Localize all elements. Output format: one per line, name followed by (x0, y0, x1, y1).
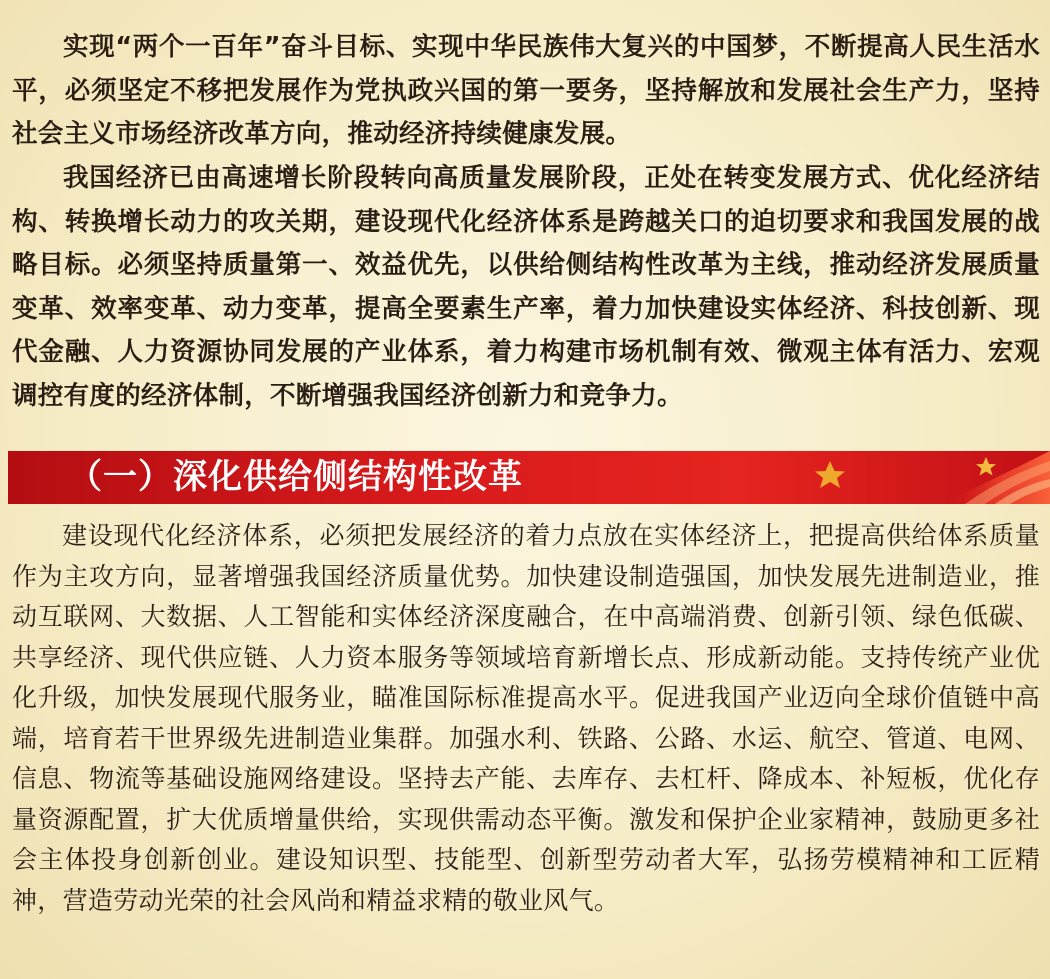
star-flag-icon (790, 451, 1050, 504)
paragraph-intro: 实现“两个一百年”奋斗目标、实现中华民族伟大复兴的中国梦，不断提高人民生活水平，必须坚定不移把发展作为党执政兴国的第一要务，坚持解放和发展社会生产力，坚持社会主义市场经济改革方向，推动经济持续健康发展。 (12, 32, 1040, 149)
paragraph-economy: 我国经济已由高速增长阶段转向高质量发展阶段，正处在转变发展方式、优化经济结构、转换增长动力的攻关期，建设现代化经济体系是跨越关口的迫切要求和我国发展的战略目标。必须坚持质量第一、效益优先，以供给侧结构性改革为主线，推动经济发展质量变革、效率变革、动力变革，提高全要素生产率，着力加快建设实体经济、科技创新、现代金融、人力资源协同发展的产业体系，着力构建市场机制有效、微观主体有活力、宏观调控有度的经济体制，不断增强我国经济创新力和竞争力。 (12, 163, 1040, 411)
section-heading-banner (8, 451, 1050, 504)
paragraph-supply-side-reform: 建设现代化经济体系，必须把发展经济的着力点放在实体经济上，把提高供给体系质量作为主攻方向，显著增强我国经济质量优势。加快建设制造强国，加快发展先进制造业，推动互联网、大数据、人工智能和实体经济深度融合，在中高端消费、创新引领、绿色低碳、共享经济、现代供应链、人力资本服务等领域培育新增长点、形成新动能。支持传统产业优化升级，加快发展现代服务业，瞄准国际标准提高水平。促进我国产业迈向全球价值链中高端，培育若干世界级先进制造业集群。加强水利、铁路、公路、水运、航空、管道、电网、信息、物流等基础设施网络建设。坚持去产能、去库存、去杠杆、降成本、补短板，优化存量资源配置，扩大优质增量供给，实现供需动态平衡。激发和保护企业家精神，鼓励更多社会主体投身创新创业。建设知识型、技能型、创新型劳动者大军，弘扬劳模精神和工匠精神，营造劳动光荣的社会风尚和精益求精的敬业风气。 (12, 521, 1040, 915)
section-title: （一）深化供给侧结构性改革 (68, 457, 523, 497)
